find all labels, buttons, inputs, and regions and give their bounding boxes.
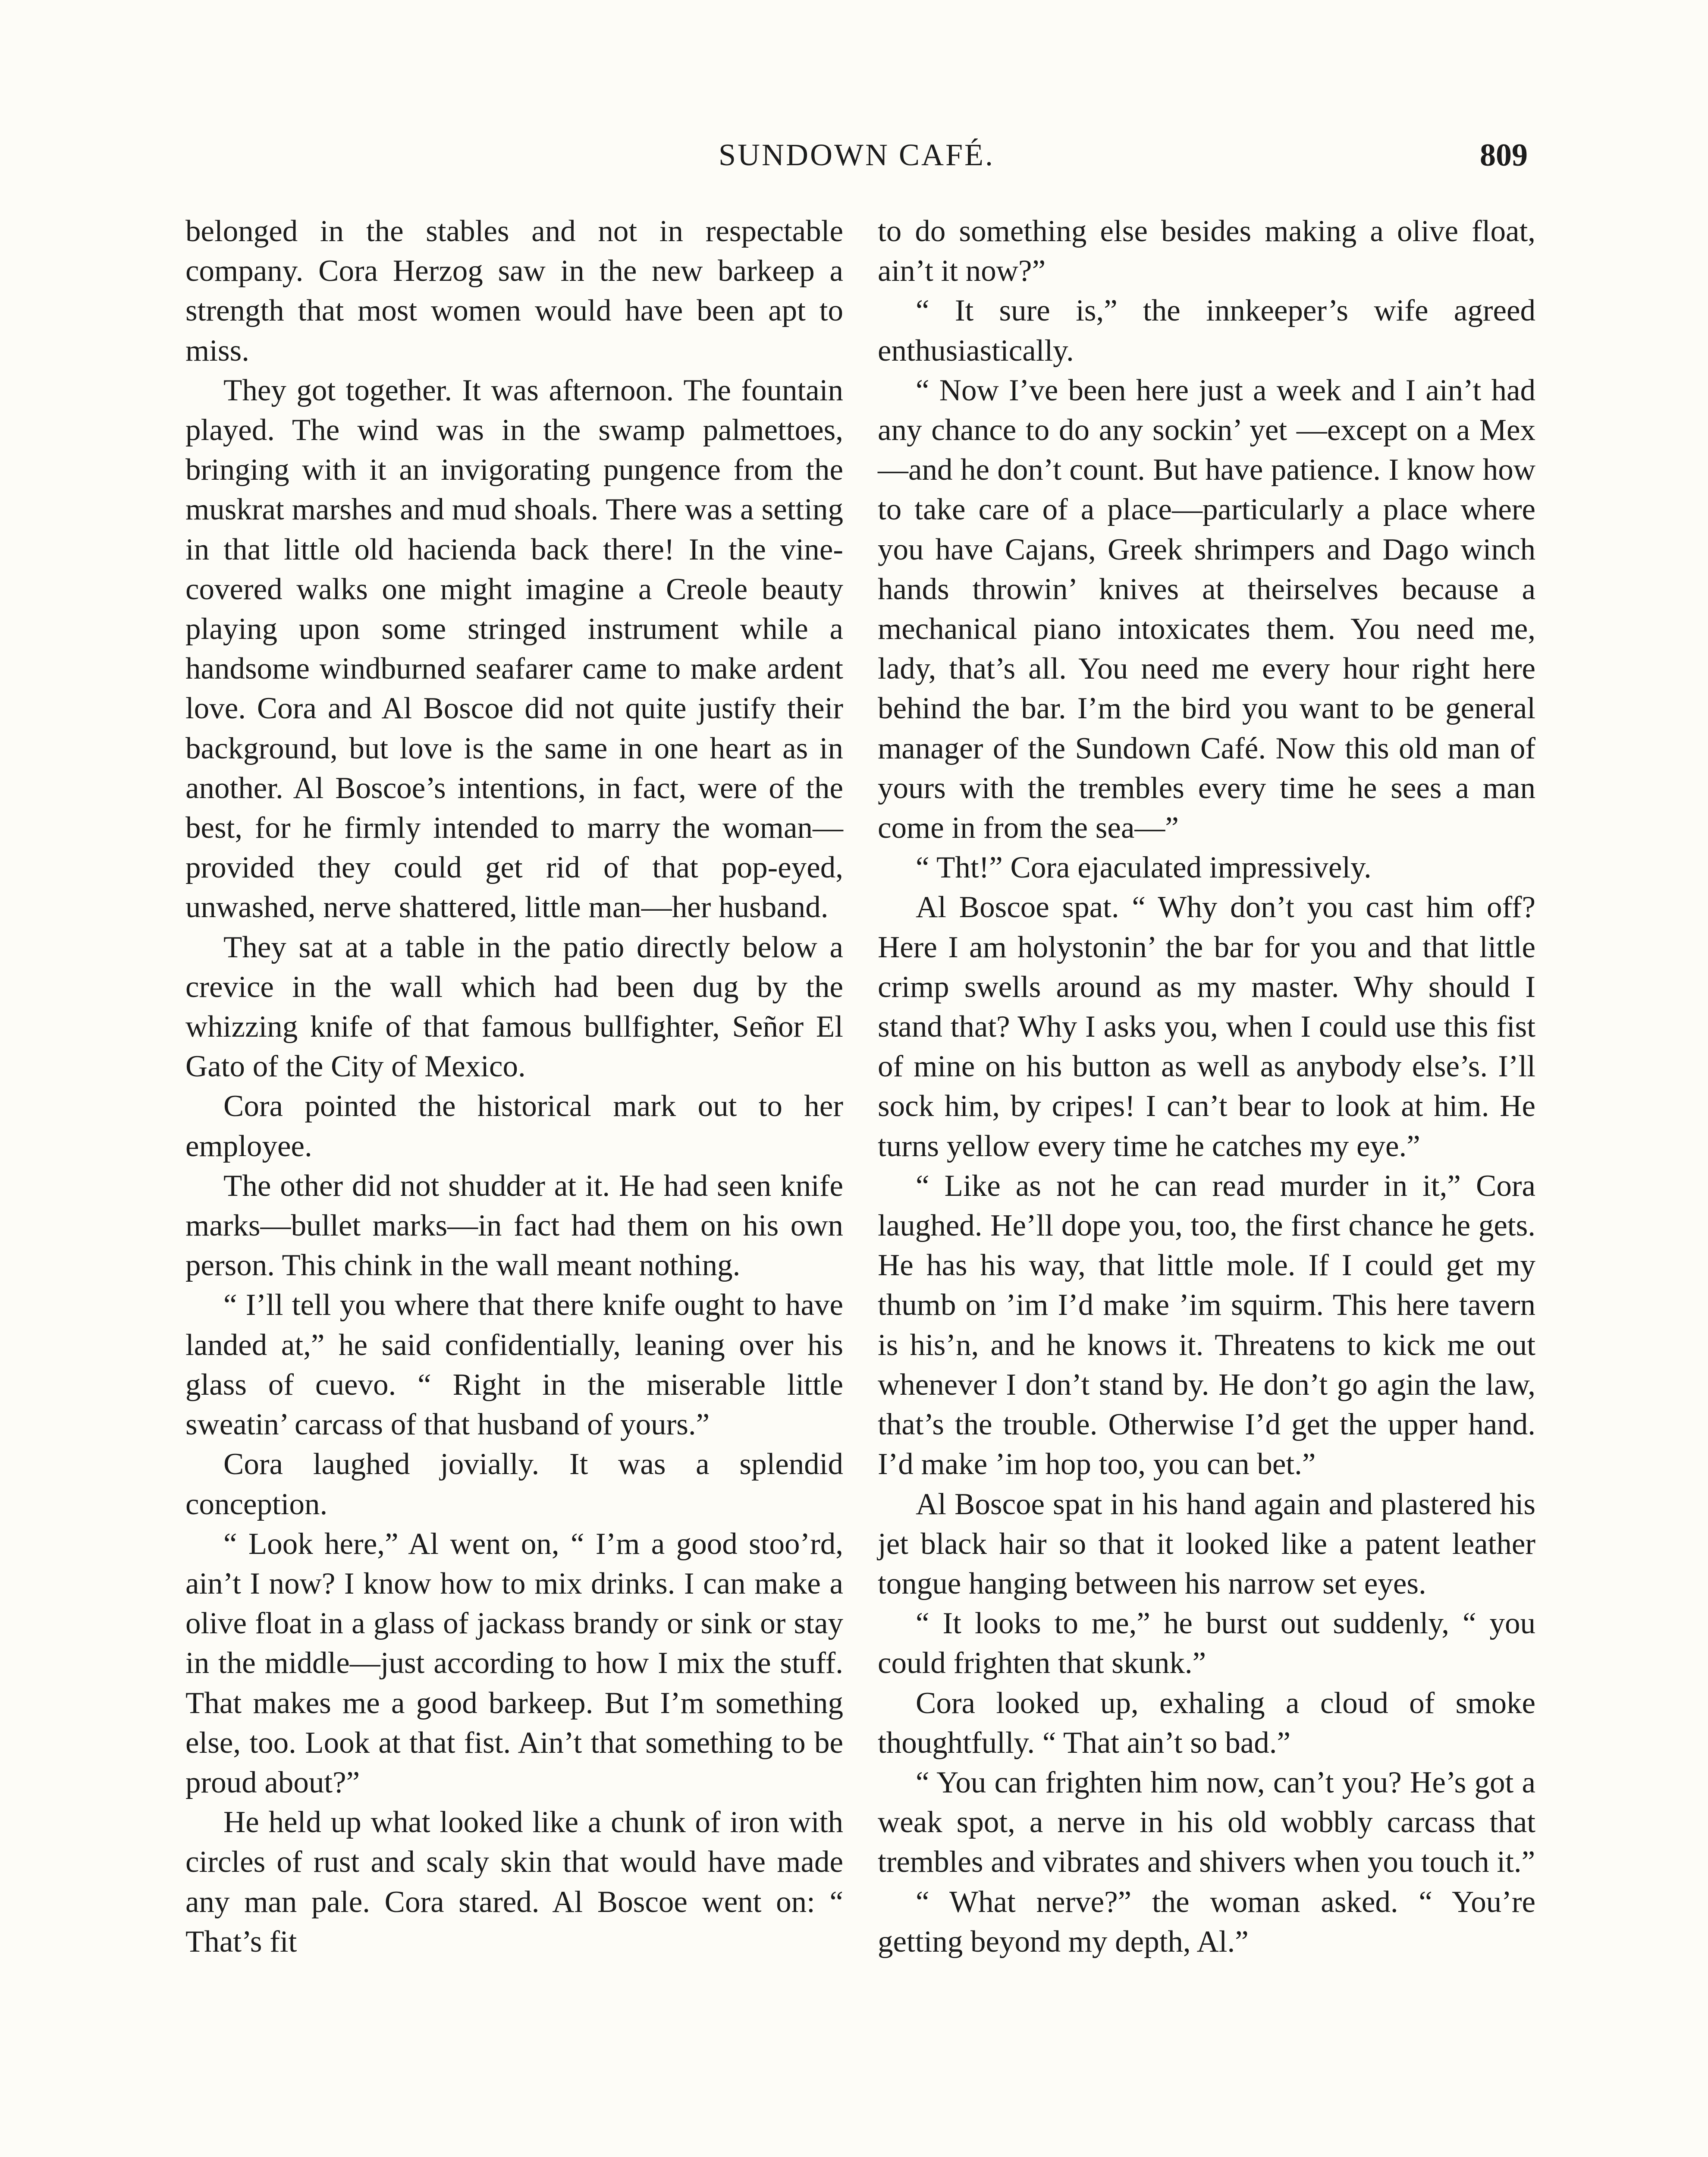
paragraph: Cora pointed the historical mark out to her employee.: [185, 1089, 843, 1163]
paragraph: “ I’ll tell you where that there knife ought to have landed at,” he said confidentially, leaning over his glass of cuevo. “ Right in the miserable little sweatin’ carcass of that husband of yours.”: [185, 1288, 843, 1442]
paragraph: “ Look here,” Al went on, “ I’m a good stoo’rd, ain’t I now? I know how to mix drinks. I can make a olive float in a glass of jackass brandy or sink or stay in the middle—just according to how I mix the stuff. That makes me a good barkeep. But I’m something else, too. Look at that fist. Ain’t that something to be proud about?”: [185, 1527, 843, 1799]
running-title: SUNDOWN CAFÉ.: [718, 138, 995, 172]
paragraph: “ Now I’ve been here just a week and I ain’t had any chance to do any sockin’ yet —except on a Mex—and he don’t count. But have patience. I know how to take care of a place—particularly a place where you have Cajans, Greek shrimpers and Dago winch hands throwin’ knives at theirselves because a mechanical piano intoxicates them. You need me, lady, that’s all. You need me every hour right here behind the bar. I’m the bird you want to be general manager of the Sundown Café. Now this old man of yours with the trembles every time he sees a man come in from the sea—”: [878, 373, 1535, 845]
paragraph: Al Boscoe spat in his hand again and plastered his jet black hair so that it looked like a patent leather tongue hanging between his narrow set eyes.: [878, 1487, 1535, 1600]
paragraph: They got together. It was afternoon. The fountain played. The wind was in the swamp palmettoes, bringing with it an invigorating pungence from the muskrat marshes and mud shoals. There was a setting in that little old hacienda back there! In the vine-covered walks one might imagine a Creole beauty playing upon some stringed instrument while a handsome windburned seafarer came to make ardent love. Cora and Al Boscoe did not quite justify their background, but love is the same in one heart as in another. Al Boscoe’s intentions, in fact, were of the best, for he firmly intended to marry the woman—provided they could get rid of that pop-eyed, unwashed, nerve shattered, little man—her husband.: [185, 373, 843, 924]
paragraph: Al Boscoe spat. “ Why don’t you cast him off? Here I am holystonin’ the bar for you and that little crimp swells around as my master. Why should I stand that? Why I asks you, when I could use this fist of mine on his button as well as anybody else’s. I’ll sock him, by cripes! I can’t bear to look at him. He turns yellow every time he catches my eye.”: [878, 890, 1535, 1163]
paragraph: Cora looked up, exhaling a cloud of smoke thoughtfully. “ That ain’t so bad.”: [878, 1686, 1535, 1760]
paragraph: to do something else besides making a olive float, ain’t it now?”: [878, 214, 1535, 288]
paragraph: The other did not shudder at it. He had seen knife marks—bullet marks—in fact had them on his own person. This chink in the wall meant nothing.: [185, 1169, 843, 1283]
paragraph: “ It sure is,” the innkeeper’s wife agreed enthusiastically.: [878, 294, 1535, 368]
paragraph: “ What nerve?” the woman asked. “ You’re getting beyond my depth, Al.”: [878, 1885, 1535, 1959]
paragraph: “ Like as not he can read murder in it,” Cora laughed. He’ll dope you, too, the first chance he gets. He has his way, that little mole. If I could get my thumb on ’im I’d make ’im squirm. This here tavern is his’n, and he knows it. Threatens to kick me out whenever I don’t stand by. He don’t go agin the law, that’s the trouble. Otherwise I’d get the upper hand. I’d make ’im hop too, you can bet.”: [878, 1169, 1535, 1481]
paragraph: “ It looks to me,” he burst out suddenly, “ you could frighten that skunk.”: [878, 1607, 1535, 1680]
left-column: [185, 211, 843, 1962]
page-number: 809: [1480, 138, 1528, 173]
paragraph: “ You can frighten him now, can’t you? He’s got a weak spot, a nerve in his old wobbly carcass that trembles and vibrates and shivers when you touch it.”: [878, 1765, 1535, 1879]
paragraph: belonged in the stables and not in respectable company. Cora Herzog saw in the new barkeep a strength that most women would have been apt to miss.: [185, 214, 843, 368]
paragraph: He held up what looked like a chunk of iron with circles of rust and scaly skin that would have made any man pale. Cora stared. Al Boscoe went on: “ That’s fit: [185, 1805, 843, 1959]
paragraph: Cora laughed jovially. It was a splendid conception.: [185, 1447, 843, 1521]
paragraph: They sat at a table in the patio directly below a crevice in the wall which had been dug by the whizzing knife of that famous bullfighter, Señor El Gato of the City of Mexico.: [185, 930, 843, 1084]
page-header: [185, 137, 1528, 180]
right-column: [878, 211, 1535, 1962]
paragraph: “ Tht!” Cora ejaculated impressively.: [916, 851, 1372, 885]
